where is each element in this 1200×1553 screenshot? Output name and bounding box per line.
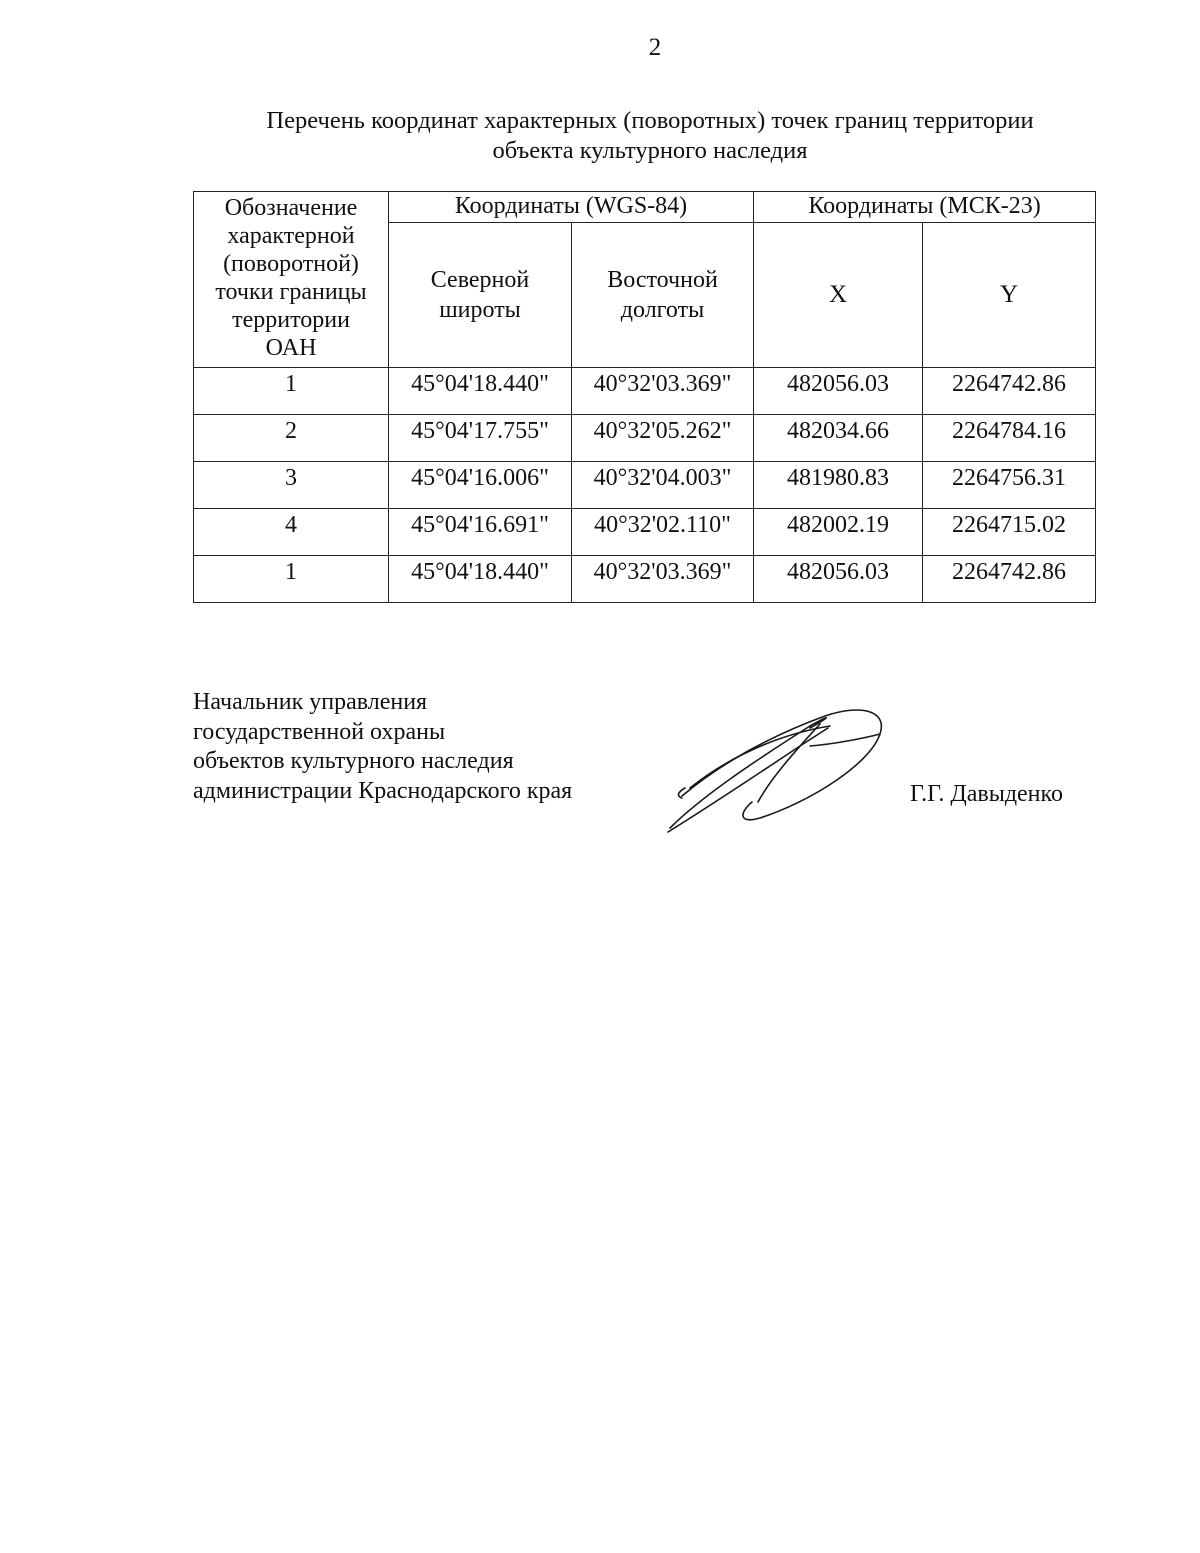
document-title xyxy=(200,106,1100,166)
header-designation-line: характерной xyxy=(227,223,355,249)
signer-position-line: объектов культурного наследия xyxy=(193,748,514,774)
handwritten-signature xyxy=(660,706,890,836)
header-east-line: Восточной xyxy=(607,267,718,293)
signer-name: Г.Г. Давыденко xyxy=(910,781,1063,807)
cell-y: 2264715.02 xyxy=(923,509,1096,556)
table-row xyxy=(194,415,1096,462)
header-msk23: Координаты (МСК-23) xyxy=(754,192,1096,223)
cell-x: 482034.66 xyxy=(754,415,923,462)
signer-position-line: государственной охраны xyxy=(193,718,446,745)
header-east-line: долготы xyxy=(620,297,705,323)
signer-position xyxy=(193,688,572,806)
cell-longitude: 40°32'03.369" xyxy=(572,368,754,415)
document-title-line-2: объекта культурного наследия xyxy=(492,137,808,164)
cell-longitude: 40°32'04.003" xyxy=(572,462,754,509)
page-number: 2 xyxy=(648,34,662,61)
cell-longitude: 40°32'05.262" xyxy=(572,415,754,462)
cell-latitude: 45°04'17.755" xyxy=(389,415,572,462)
header-y: Y xyxy=(923,223,1096,368)
header-x: X xyxy=(754,223,923,368)
cell-x: 481980.83 xyxy=(754,462,923,509)
cell-point: 3 xyxy=(194,462,389,509)
header-designation-line: точки границы xyxy=(215,279,367,305)
cell-point: 4 xyxy=(194,509,389,556)
header-north-line: широты xyxy=(439,297,521,323)
header-designation-line: (поворотной) xyxy=(223,251,359,277)
table-row xyxy=(194,462,1096,509)
cell-latitude: 45°04'18.440" xyxy=(389,556,572,603)
header-north-latitude xyxy=(389,223,572,368)
cell-point: 1 xyxy=(194,556,389,603)
header-east-longitude xyxy=(572,223,754,368)
table-row xyxy=(194,556,1096,603)
cell-y: 2264742.86 xyxy=(923,368,1096,415)
header-designation-line: территории xyxy=(232,307,350,333)
cell-longitude: 40°32'02.110" xyxy=(572,509,754,556)
cell-y: 2264784.16 xyxy=(923,415,1096,462)
cell-x: 482056.03 xyxy=(754,368,923,415)
header-north-line: Северной xyxy=(430,267,530,293)
header-designation xyxy=(194,192,389,368)
cell-x: 482056.03 xyxy=(754,556,923,603)
cell-x: 482002.19 xyxy=(754,509,923,556)
cell-y: 2264742.86 xyxy=(923,556,1096,603)
header-designation-line: ОАН xyxy=(265,335,317,361)
cell-longitude: 40°32'03.369" xyxy=(572,556,754,603)
cell-point: 2 xyxy=(194,415,389,462)
table-row xyxy=(194,509,1096,556)
document-title-line-1: Перечень координат характерных (поворотных) точек границ территории xyxy=(266,107,1034,134)
signer-position-line: Начальник управления xyxy=(193,689,428,715)
cell-latitude: 45°04'18.440" xyxy=(389,368,572,415)
cell-latitude: 45°04'16.691" xyxy=(389,509,572,556)
header-wgs84: Координаты (WGS-84) xyxy=(389,192,754,223)
header-designation-line: Обозначение xyxy=(224,195,358,221)
cell-point: 1 xyxy=(194,368,389,415)
signer-position-line: администрации Краснодарского края xyxy=(193,777,573,804)
table-row xyxy=(194,368,1096,415)
cell-y: 2264756.31 xyxy=(923,462,1096,509)
cell-latitude: 45°04'16.006" xyxy=(389,462,572,509)
table-header-row xyxy=(194,192,1096,223)
coordinates-table xyxy=(193,191,1096,603)
